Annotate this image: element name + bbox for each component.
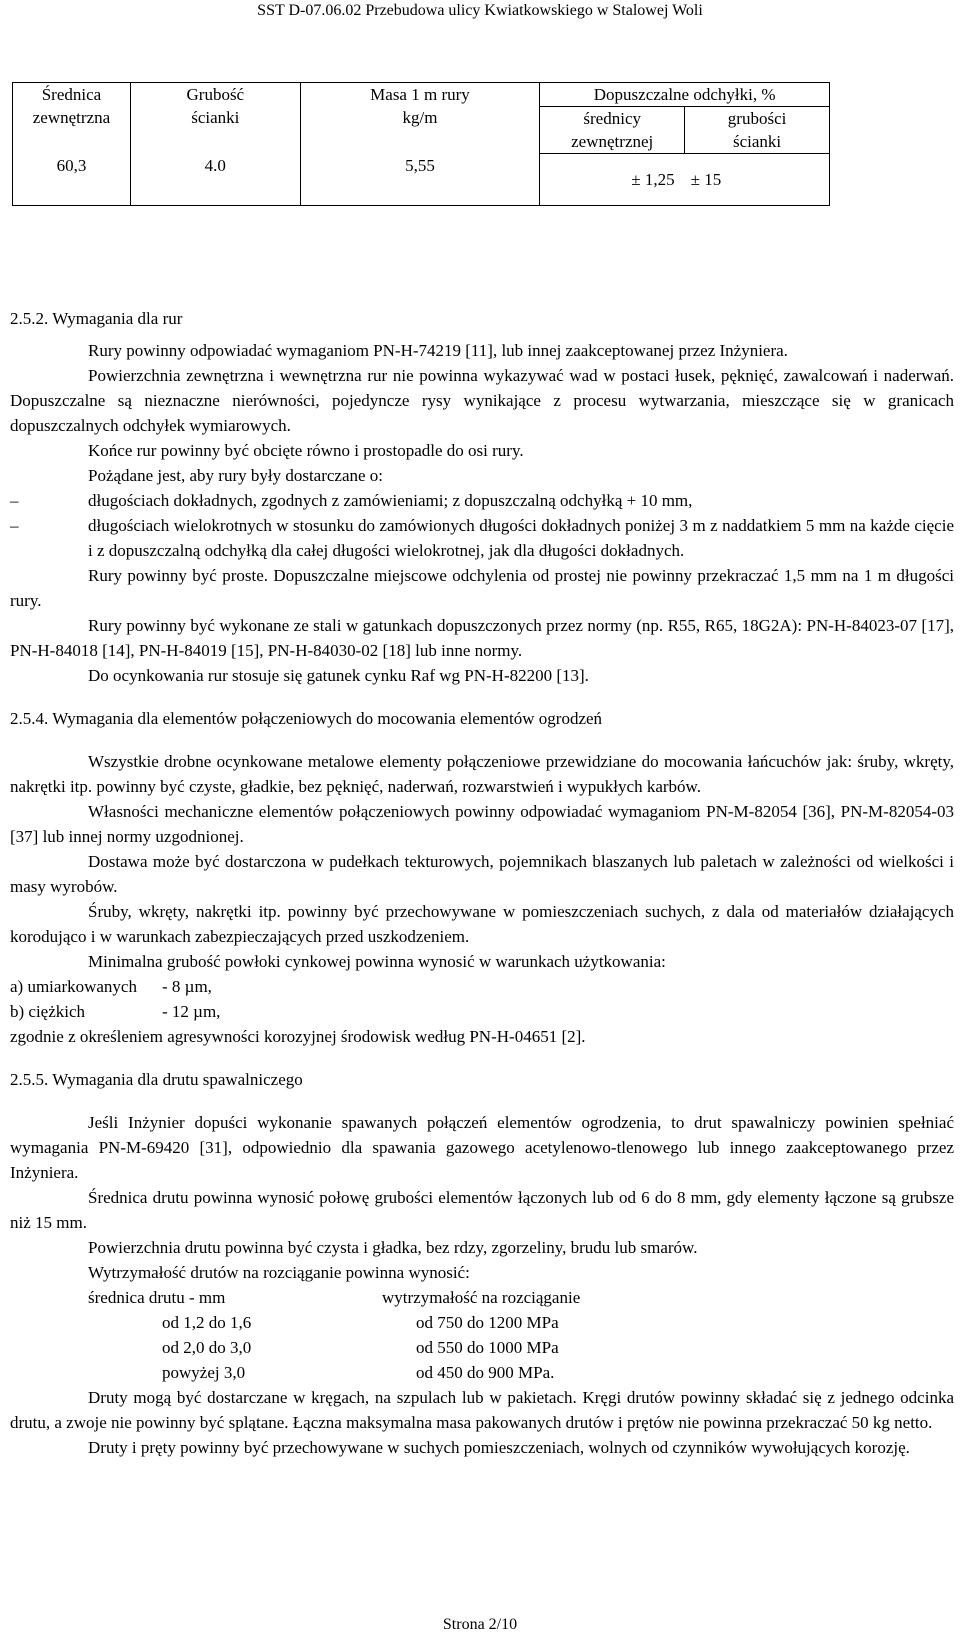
header-mass: Masa 1 m rury kg/m [300, 83, 540, 154]
header-tol-diameter: średnicy zewnętrznej [540, 107, 685, 154]
header-tolerances: Dopuszczalne odchyłki, % [540, 83, 830, 107]
paragraph: Średnica drutu powinna wynosić połowę grubości elementów łączonych lub od 6 do 8 mm, gdy elementy łączone są grubsze niż 15 mm. [10, 1188, 954, 1232]
wire-table-header: średnica drutu - mm wytrzymałość na rozciąganie [88, 1288, 581, 1307]
page-number: Strona 2/10 [442, 1616, 518, 1633]
cell-mass: 5,55 [300, 154, 540, 206]
paragraph: Wytrzymałość drutów na rozciąganie powinna wynosić: [88, 1263, 470, 1282]
header-tol-thickness: grubości ścianki [685, 107, 830, 154]
paragraph: Końce rur powinny być obcięte równo i prostopadle do osi rury. [88, 441, 524, 460]
cell-diameter: 60,3 [13, 154, 131, 206]
section-heading-2-5-5: 2.5.5. Wymagania dla drutu spawalniczego [10, 1070, 303, 1089]
paragraph: Wszystkie drobne ocynkowane metalowe elementy połączeniowe przewidziane do mocowania łańcuchów jak: śruby, wkręty, nakrętki itp. powinny być czyste, gładkie, bez pęknięć, naderwań, rozwarstwień i wypukłych karbów. [10, 752, 954, 796]
section-heading-2-5-2: 2.5.2. Wymagania dla rur [10, 309, 183, 328]
header-outer-diameter: Średnica zewnętrzna [13, 83, 131, 154]
section-heading-2-5-4: 2.5.4. Wymagania dla elementów połączeniowych do mocowania elementów ogrodzeń [10, 709, 603, 728]
list-item: a) umiarkowanych - 8 µm, [10, 977, 212, 996]
paragraph: Własności mechaniczne elementów połączeniowych powinny odpowiadać wymaganiom PN-M-82054 [36], PN-M-82054-03 [37] lub innej normy uzgodnionej. [10, 802, 954, 846]
paragraph: Rury powinny odpowiadać wymaganiom PN-H-74219 [11], lub innej zaakceptowanej przez Inżyniera. [88, 341, 788, 360]
document-body [10, 306, 954, 1460]
paragraph: Rury powinny być wykonane ze stali w gatunkach dopuszczonych przez normy (np. R55, R65, 18G2A): PN-H-84023-07 [17], PN-H-84018 [14], PN-H-84019 [15], PN-H-84030-02 [18] lub inne normy. [10, 616, 954, 660]
wire-table-row: od 1,2 do 1,6 od 750 do 1200 MPa [162, 1313, 559, 1332]
cell-tol-diameter: ± 1,25 [540, 154, 685, 206]
paragraph: Rury powinny być proste. Dopuszczalne miejscowe odchylenia od prostej nie powinny przekraczać 1,5 mm na 1 m długości rury. [10, 566, 954, 610]
paragraph: Minimalna grubość powłoki cynkowej powinna wynosić w warunkach użytkowania: [88, 952, 666, 971]
list-item: – długościach dokładnych, zgodnych z zamówieniami; z dopuszczalną odchyłką + 10 mm, [10, 488, 954, 513]
paragraph: Do ocynkowania rur stosuje się gatunek cynku Raf wg PN-H-82200 [13]. [88, 666, 589, 685]
list-item: b) ciężkich - 12 µm, [10, 1002, 221, 1021]
paragraph: Druty i pręty powinny być przechowywane w suchych pomieszczeniach, wolnych od czynników wywołujących korozję. [88, 1438, 910, 1457]
wire-table-row: powyżej 3,0 od 450 do 900 MPa. [162, 1363, 555, 1382]
paragraph: Śruby, wkręty, nakrętki itp. powinny być przechowywane w pomieszczeniach suchych, z dala od materiałów działających korodująco i w warunkach zabezpieczających przed uszkodzeniem. [10, 902, 954, 946]
cell-tol-thickness: ± 15 [685, 154, 830, 206]
dash-marker: – [10, 516, 19, 535]
paragraph: Pożądane jest, aby rury były dostarczane o: [88, 466, 384, 485]
paragraph: Jeśli Inżynier dopuści wykonanie spawanych połączeń elementów ogrodzenia, to drut spawalniczy powinien spełniać wymagania PN-M-69420 [31], odpowiednio dla spawania gazowego acetylenowo-tlenowego lub innego zaakceptowanego przez Inżyniera. [10, 1113, 954, 1182]
header-wall-thickness: Grubość ścianki [130, 83, 300, 154]
pipe-spec-table [12, 82, 830, 206]
page-header: SST D-07.06.02 Przebudowa ulicy Kwiatkowskiego w Stalowej Woli [257, 2, 703, 19]
paragraph: Powierzchnia zewnętrzna i wewnętrzna rur nie powinna wykazywać wad w postaci łusek, pęknięć, zawalcowań i naderwań. Dopuszczalne są nieznaczne nierówności, pojedyncze rysy wynikające z procesu wytwarzania, mieszczące się w granicach dopuszczalnych odchyłek wymiarowych. [10, 366, 954, 435]
cell-thickness: 4.0 [130, 154, 300, 206]
paragraph: Powierzchnia drutu powinna być czysta i gładka, bez rdzy, zgorzeliny, brudu lub smarów. [88, 1238, 698, 1257]
wire-table-row: od 2,0 do 3,0 od 550 do 1000 MPa [162, 1338, 559, 1357]
paragraph: Druty mogą być dostarczane w kręgach, na szpulach lub w pakietach. Kręgi drutów powinny składać się z jednego odcinka drutu, a zwoje nie powinny być splątane. Łączna maksymalna masa pakowanych drutów i prętów nie powinna przekraczać 50 kg netto. [10, 1388, 954, 1432]
paragraph: Dostawa może być dostarczona w pudełkach tekturowych, pojemnikach blaszanych lub paletach w zależności od wielkości i masy wyrobów. [10, 852, 954, 896]
dash-marker: – [10, 491, 19, 510]
paragraph: zgodnie z określeniem agresywności korozyjnej środowisk według PN-H-04651 [2]. [10, 1027, 586, 1046]
list-item: – długościach wielokrotnych w stosunku do zamówionych długości dokładnych poniżej 3 m z naddatkiem 5 mm na każde cięcie i z dopuszczalną odchyłką dla całej długości wielokrotnej, jak dla długości dokładnych. [10, 513, 954, 563]
